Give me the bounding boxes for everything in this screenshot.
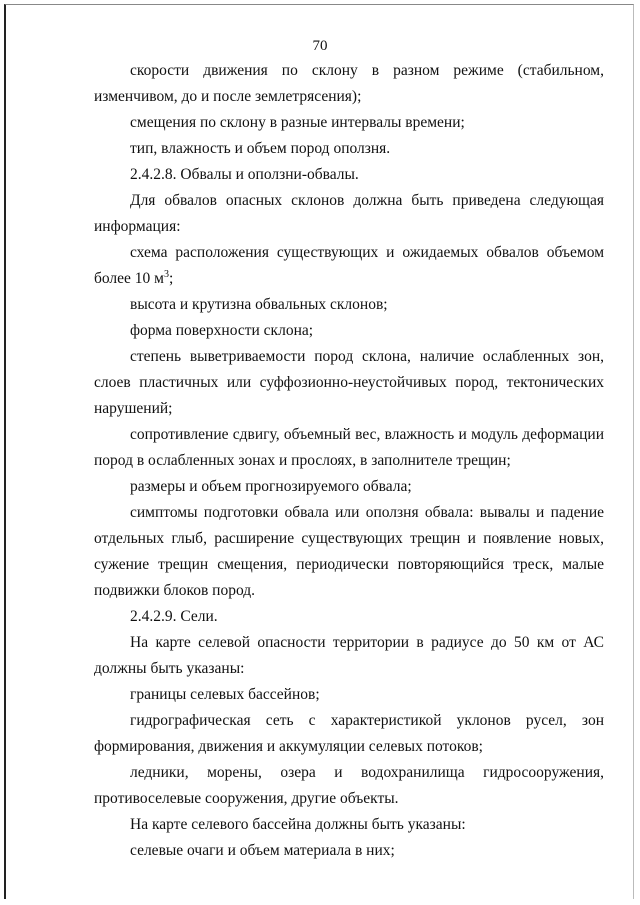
paragraph: селевые очаги и объем материала в них; (130, 842, 395, 859)
paragraph: сопротивление сдвигу, объемный вес, влажность и модуль деформации пород в ослабленных зонах и прослоях, в заполнителе трещин; (94, 426, 604, 469)
document-body (94, 58, 604, 864)
superscript: 3 (164, 268, 169, 280)
paragraph: гидрографическая сеть с характеристикой уклонов русел, зон формирования, движения и аккумуляции селевых потоков; (94, 712, 604, 755)
paragraph: ледники, морены, озера и водохранилища гидросооружения, противоселевые сооружения, другие объекты. (94, 764, 604, 807)
paragraph: тип, влажность и объем пород оползня. (130, 140, 391, 157)
paragraph-text-end: ; (169, 270, 174, 287)
paragraph: высота и крутизна обвальных склонов; (130, 296, 388, 313)
paragraph: степень выветриваемости пород склона, наличие ослабленных зон, слоев пластичных или суффозионно-неустойчивых пород, тектонических нарушений; (94, 348, 604, 417)
paragraph (94, 240, 604, 292)
paragraph: форма поверхности склона; (130, 322, 314, 339)
section-heading: 2.4.2.8. Обвалы и оползни-обвалы. (130, 166, 359, 183)
paragraph: На карте селевой опасности территории в радиусе до 50 км от АС должны быть указаны: (94, 634, 604, 677)
paragraph-text: схема расположения существующих и ожидаемых обвалов объемом более 10 м (94, 244, 604, 287)
paragraph: границы селевых бассейнов; (130, 686, 320, 703)
paragraph: Для обвалов опасных склонов должна быть приведена следующая информация: (94, 192, 604, 235)
paragraph: смещения по склону в разные интервалы времени; (130, 114, 465, 131)
paragraph: размеры и объем прогнозируемого обвала; (130, 478, 412, 495)
paragraph: симптомы подготовки обвала или оползня обвала: вывалы и падение отдельных глыб, расширение существующих трещин и появление новых, сужение трещин смещения, периодически повторяющийся треск, малые подвижки блоков пород. (94, 504, 604, 599)
section-heading: 2.4.2.9. Сели. (130, 608, 218, 625)
paragraph: На карте селевого бассейна должны быть указаны: (130, 816, 466, 833)
page-number: 70 (312, 38, 328, 54)
paragraph: скорости движения по склону в разном режиме (стабильном, изменчивом, до и после землетрясения); (94, 62, 604, 105)
